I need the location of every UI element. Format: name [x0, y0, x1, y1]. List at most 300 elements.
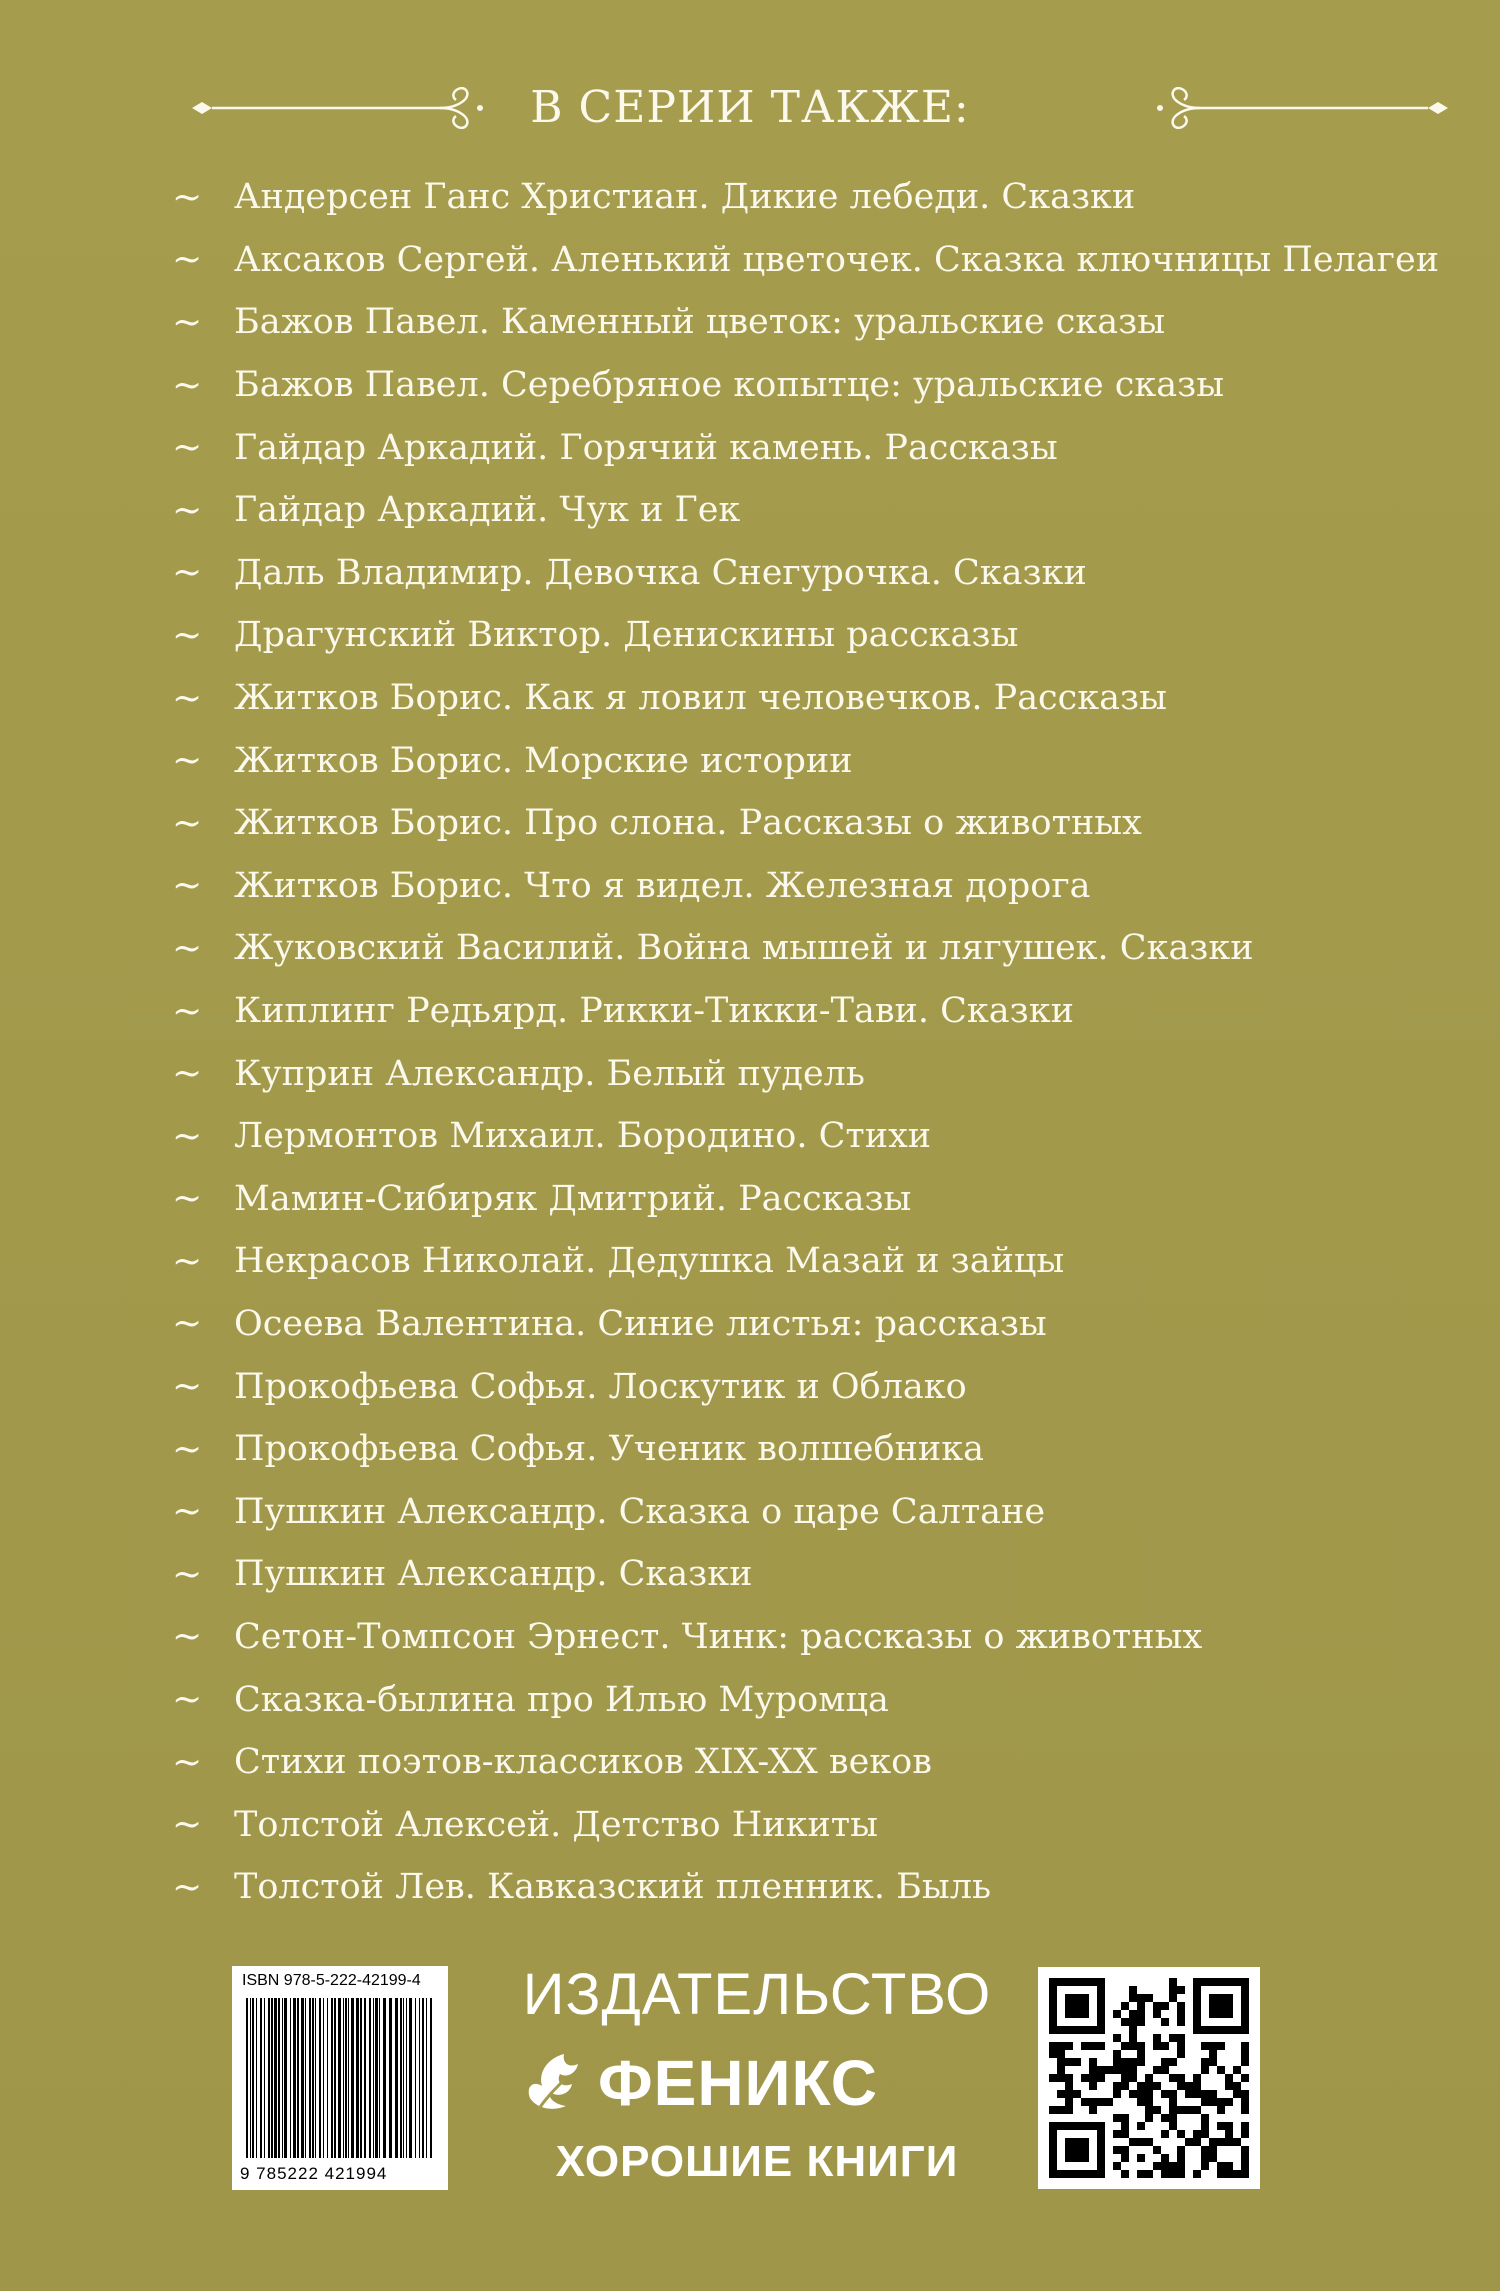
list-marker: ~	[172, 990, 203, 1032]
barcode-bar	[395, 1998, 398, 2158]
qr-module	[1121, 2066, 1129, 2074]
book-list-item	[172, 1856, 1439, 1919]
book-title: Бажов Павел. Серебряное копытце: уральские сказы	[234, 365, 1225, 406]
list-marker: ~	[172, 1616, 203, 1658]
qr-module	[1153, 2042, 1161, 2050]
qr-module	[1201, 2066, 1209, 2074]
qr-module	[1089, 2058, 1097, 2066]
qr-module	[1113, 2066, 1121, 2074]
qr-module	[1217, 2122, 1225, 2130]
qr-module	[1049, 2106, 1057, 2114]
qr-module	[1113, 2130, 1121, 2138]
barcode-bar	[373, 1998, 374, 2158]
book-list-item	[172, 1230, 1439, 1293]
barcode-bar	[293, 1998, 296, 2158]
book-title: Сказка-былина про Илью Муромца	[234, 1679, 889, 1720]
book-title: Пушкин Александр. Сказка о царе Салтане	[234, 1491, 1046, 1532]
qr-module	[1169, 2074, 1177, 2082]
barcode-bar	[351, 1998, 354, 2158]
qr-module	[1145, 2098, 1153, 2106]
qr-module	[1057, 2050, 1065, 2058]
book-list-item	[172, 1668, 1439, 1731]
book-title: Лермонтов Михаил. Бородино. Стихи	[234, 1116, 932, 1157]
qr-module	[1177, 2010, 1185, 2018]
qr-module	[1233, 2138, 1241, 2146]
qr-module	[1169, 2058, 1177, 2066]
barcode-bar	[256, 1998, 257, 2158]
publisher-brand	[512, 2046, 1002, 2120]
qr-module	[1241, 2058, 1249, 2066]
book-title: Даль Владимир. Девочка Снегурочка. Сказки	[234, 552, 1087, 593]
book-title: Киплинг Редьярд. Рикки-Тикки-Тави. Сказки	[234, 991, 1074, 1032]
qr-module	[1137, 2010, 1145, 2018]
barcode-label	[232, 1966, 448, 2190]
list-marker: ~	[172, 489, 203, 531]
book-title: Житков Борис. Как я ловил человечков. Рассказы	[234, 678, 1167, 719]
qr-code	[1038, 1967, 1260, 2189]
list-marker: ~	[172, 301, 203, 343]
barcode-bar	[400, 1998, 402, 2158]
book-title: Житков Борис. Про слона. Рассказы о животных	[234, 803, 1142, 844]
qr-module	[1169, 1986, 1177, 1994]
barcode-bar	[323, 1998, 324, 2158]
book-title: Толстой Лев. Кавказский пленник. Быль	[234, 1867, 992, 1908]
qr-module	[1217, 2066, 1225, 2074]
book-list-item	[172, 166, 1439, 229]
barcode-bar	[426, 1998, 427, 2158]
qr-module	[1105, 2066, 1113, 2074]
qr-module	[1177, 2002, 1185, 2010]
book-list-item	[172, 1606, 1439, 1669]
qr-module	[1121, 2002, 1129, 2010]
qr-module	[1217, 2138, 1225, 2146]
book-list-item	[172, 604, 1439, 667]
qr-module	[1177, 2130, 1185, 2138]
qr-module	[1217, 2162, 1225, 2170]
qr-module	[1129, 2066, 1137, 2074]
qr-module	[1113, 2050, 1121, 2058]
list-marker: ~	[172, 614, 203, 656]
barcode-bar	[297, 1998, 299, 2158]
qr-module	[1153, 2082, 1161, 2090]
qr-module	[1177, 2074, 1185, 2082]
qr-module	[1241, 2106, 1249, 2114]
qr-module	[1201, 2146, 1209, 2154]
qr-module	[1193, 2090, 1201, 2098]
series-title: В СЕРИИ ТАКЖЕ:	[530, 82, 970, 133]
qr-module	[1049, 2074, 1057, 2082]
qr-module	[1161, 2170, 1169, 2178]
book-title: Прокофьева Софья. Лоскутик и Облако	[234, 1366, 967, 1407]
qr-module	[1057, 2058, 1065, 2066]
qr-module	[1113, 2162, 1121, 2170]
qr-module	[1241, 2090, 1249, 2098]
qr-module	[1185, 2106, 1193, 2114]
qr-module	[1137, 2002, 1145, 2010]
qr-module	[1065, 2058, 1073, 2066]
qr-module	[1241, 2074, 1249, 2082]
qr-module	[1241, 2130, 1249, 2138]
qr-module	[1209, 2042, 1217, 2050]
qr-module	[1129, 2058, 1137, 2066]
qr-module	[1137, 2098, 1145, 2106]
qr-module	[1097, 2074, 1105, 2082]
qr-module	[1161, 2066, 1169, 2074]
barcode-bar	[250, 1998, 251, 2158]
barcode-bar	[419, 1998, 420, 2158]
qr-module	[1161, 2090, 1169, 2098]
list-marker: ~	[172, 865, 203, 907]
qr-module	[1137, 2090, 1145, 2098]
qr-module	[1169, 2090, 1177, 2098]
book-title: Осеева Валентина. Синие листья: рассказы	[234, 1303, 1047, 1344]
list-marker: ~	[172, 1741, 203, 1783]
qr-module	[1201, 2042, 1209, 2050]
qr-module	[1137, 2018, 1145, 2026]
barcode-bar	[327, 1998, 328, 2158]
qr-module	[1201, 2098, 1209, 2106]
barcode-bar	[422, 1998, 424, 2158]
book-title: Куприн Александр. Белый пудель	[234, 1053, 865, 1094]
qr-module	[1177, 2146, 1185, 2154]
qr-module	[1185, 2138, 1193, 2146]
qr-module	[1113, 2058, 1121, 2066]
book-title: Прокофьева Софья. Ученик волшебника	[234, 1429, 984, 1470]
qr-module	[1073, 2058, 1081, 2066]
book-title: Некрасов Николай. Дедушка Мазай и зайцы	[234, 1241, 1065, 1282]
qr-module	[1145, 2074, 1153, 2082]
qr-module	[1209, 2154, 1217, 2162]
book-title: Пушкин Александр. Сказки	[234, 1554, 753, 1595]
book-list-item	[172, 917, 1439, 980]
list-marker: ~	[172, 1553, 203, 1595]
book-list-item	[172, 1418, 1439, 1481]
qr-module	[1081, 2042, 1089, 2050]
list-marker: ~	[172, 427, 203, 469]
qr-module	[1153, 2066, 1161, 2074]
book-title: Сетон-Томпсон Эрнест. Чинк: рассказы о животных	[234, 1616, 1203, 1657]
qr-module	[1121, 2074, 1129, 2082]
qr-module	[1161, 2162, 1169, 2170]
qr-finder	[1209, 1994, 1233, 2018]
qr-module	[1225, 2162, 1233, 2170]
list-marker: ~	[172, 927, 203, 969]
qr-module	[1209, 2138, 1217, 2146]
book-title: Житков Борис. Что я видел. Железная дорога	[234, 865, 1091, 906]
qr-module	[1049, 2042, 1057, 2050]
barcode-bar	[331, 1998, 333, 2158]
series-header	[0, 68, 1500, 148]
qr-module	[1177, 2154, 1185, 2162]
qr-module	[1137, 2042, 1145, 2050]
barcode-bar	[403, 1998, 404, 2158]
qr-module	[1105, 2098, 1113, 2106]
qr-module	[1121, 2154, 1129, 2162]
qr-module	[1145, 2090, 1153, 2098]
qr-module	[1121, 2082, 1129, 2090]
qr-module	[1177, 2018, 1185, 2026]
book-list-item	[172, 1168, 1439, 1231]
qr-module	[1137, 2082, 1145, 2090]
book-list-item	[172, 354, 1439, 417]
qr-module	[1177, 2050, 1185, 2058]
barcode-bar	[290, 1998, 291, 2158]
qr-module	[1169, 2122, 1177, 2130]
publisher-label: ИЗДАТЕЛЬСТВО	[522, 1962, 992, 2027]
qr-module	[1065, 2098, 1073, 2106]
book-list-item	[172, 1731, 1439, 1794]
barcode-bar	[252, 1998, 254, 2158]
qr-module	[1129, 1986, 1137, 1994]
qr-module	[1145, 1994, 1153, 2002]
qr-module	[1129, 2034, 1137, 2042]
book-list-item	[172, 1293, 1439, 1356]
qr-module	[1089, 2074, 1097, 2082]
qr-module	[1137, 2050, 1145, 2058]
barcode-bar	[260, 1998, 262, 2158]
qr-module	[1113, 2146, 1121, 2154]
book-title: Жуковский Василий. Война мышей и лягушек. Сказки	[234, 928, 1254, 969]
qr-module	[1121, 2058, 1129, 2066]
qr-module	[1177, 2106, 1185, 2114]
list-marker: ~	[172, 1491, 203, 1533]
barcode-bar	[278, 1998, 280, 2158]
qr-module	[1201, 2162, 1209, 2170]
list-marker: ~	[172, 1866, 203, 1908]
qr-module	[1129, 2138, 1137, 2146]
book-list-item	[172, 291, 1439, 354]
qr-module	[1169, 2098, 1177, 2106]
qr-module	[1169, 1978, 1177, 1986]
list-marker: ~	[172, 1240, 203, 1282]
list-marker: ~	[172, 239, 203, 281]
publisher-name: ФЕНИКС	[598, 2047, 878, 2119]
book-list-item	[172, 855, 1439, 918]
book-list-item	[172, 792, 1439, 855]
qr-module	[1209, 2058, 1217, 2066]
qr-module	[1121, 2114, 1129, 2122]
qr-module	[1057, 2066, 1065, 2074]
qr-module	[1161, 2018, 1169, 2026]
qr-module	[1137, 1994, 1145, 2002]
list-marker: ~	[172, 1679, 203, 1721]
book-title: Мамин-Сибиряк Дмитрий. Рассказы	[234, 1178, 912, 1219]
qr-module	[1113, 2034, 1121, 2042]
qr-module	[1065, 2074, 1073, 2082]
qr-module	[1097, 2066, 1105, 2074]
qr-module	[1153, 2010, 1161, 2018]
book-title: Гайдар Аркадий. Горячий камень. Рассказы	[234, 427, 1058, 468]
barcode-bar	[430, 1998, 432, 2158]
qr-module	[1225, 2082, 1233, 2090]
qr-module	[1169, 2034, 1177, 2042]
qr-module	[1153, 2002, 1161, 2010]
qr-module	[1065, 2106, 1073, 2114]
qr-module	[1241, 2170, 1249, 2178]
book-list-item	[172, 479, 1439, 542]
qr-module	[1201, 2122, 1209, 2130]
barcode-bar	[271, 1998, 273, 2158]
book-list	[172, 166, 1439, 1919]
qr-module	[1145, 2170, 1153, 2178]
barcode-bar	[301, 1998, 304, 2158]
qr-module	[1169, 2114, 1177, 2122]
qr-module	[1137, 2154, 1145, 2162]
book-list-item	[172, 980, 1439, 1043]
qr-module	[1129, 2074, 1137, 2082]
barcode-bar	[360, 1998, 362, 2158]
qr-module	[1241, 2154, 1249, 2162]
book-list-item	[172, 667, 1439, 730]
qr-module	[1241, 2098, 1249, 2106]
list-marker: ~	[172, 176, 203, 218]
qr-module	[1129, 2090, 1137, 2098]
list-marker: ~	[172, 1366, 203, 1408]
qr-module	[1185, 2090, 1193, 2098]
qr-module	[1201, 2130, 1209, 2138]
barcode-bar	[348, 1998, 349, 2158]
book-list-item	[172, 1042, 1439, 1105]
qr-module	[1137, 2122, 1145, 2130]
qr-module	[1177, 2034, 1185, 2042]
qr-module	[1209, 2050, 1217, 2058]
qr-module	[1121, 2042, 1129, 2050]
qr-module	[1129, 1994, 1137, 2002]
barcode-bar	[383, 1998, 386, 2158]
book-title: Толстой Алексей. Детство Никиты	[234, 1804, 879, 1845]
qr-module	[1089, 2098, 1097, 2106]
barcode-bar	[345, 1998, 347, 2158]
qr-module	[1185, 2082, 1193, 2090]
qr-module	[1113, 2010, 1121, 2018]
qr-module	[1121, 2018, 1129, 2026]
barcode-bar	[264, 1998, 265, 2158]
qr-module	[1065, 2042, 1073, 2050]
qr-module	[1089, 2066, 1097, 2074]
qr-module	[1169, 2162, 1177, 2170]
qr-module	[1081, 2098, 1089, 2106]
barcode-bar	[409, 1998, 412, 2158]
barcode-bar	[343, 1998, 344, 2158]
qr-module	[1137, 2170, 1145, 2178]
barcode-bar	[406, 1998, 407, 2158]
barcode-bar	[282, 1998, 283, 2158]
book-list-item	[172, 1355, 1439, 1418]
qr-module	[1177, 2082, 1185, 2090]
qr-module	[1057, 2074, 1065, 2082]
phoenix-feather-icon	[518, 2050, 588, 2116]
list-marker: ~	[172, 802, 203, 844]
qr-module	[1233, 2082, 1241, 2090]
list-marker: ~	[172, 1053, 203, 1095]
list-marker: ~	[172, 1303, 203, 1345]
barcode-bars	[242, 1998, 438, 2164]
qr-module	[1225, 2170, 1233, 2178]
barcode-bar	[312, 1998, 314, 2158]
qr-module	[1169, 1994, 1177, 2002]
qr-module	[1153, 2162, 1161, 2170]
qr-module	[1161, 2058, 1169, 2066]
book-list-item	[172, 1543, 1439, 1606]
qr-module	[1129, 2026, 1137, 2034]
qr-module	[1097, 2042, 1105, 2050]
barcode-bar	[274, 1998, 277, 2158]
publisher-slogan: ХОРОШИЕ КНИГИ	[555, 2137, 959, 2186]
book-list-item	[172, 542, 1439, 605]
qr-module	[1217, 2042, 1225, 2050]
barcode-bar	[319, 1998, 321, 2158]
qr-module	[1129, 2018, 1137, 2026]
qr-module	[1177, 1986, 1185, 1994]
book-title: Аксаков Сергей. Аленький цветочек. Сказка ключницы Пелагеи	[234, 239, 1440, 280]
qr-module	[1177, 2162, 1185, 2170]
qr-module	[1121, 2146, 1129, 2154]
qr-module	[1161, 2154, 1169, 2162]
barcode-bar	[375, 1998, 378, 2158]
qr-module	[1153, 2034, 1161, 2042]
qr-module	[1161, 2130, 1169, 2138]
qr-module	[1217, 2106, 1225, 2114]
list-marker: ~	[172, 1428, 203, 1470]
qr-module	[1089, 2082, 1097, 2090]
qr-module	[1217, 2170, 1225, 2178]
qr-module	[1225, 2122, 1233, 2130]
qr-module	[1065, 2082, 1073, 2090]
qr-module	[1201, 2058, 1209, 2066]
book-title: Андерсен Ганс Христиан. Дикие лебеди. Сказки	[234, 177, 1136, 218]
isbn-text: ISBN 978-5-222-42199-4	[242, 1972, 421, 1989]
book-list-item	[172, 229, 1439, 292]
list-marker: ~	[172, 364, 203, 406]
qr-module	[1049, 2050, 1057, 2058]
qr-module	[1145, 2106, 1153, 2114]
qr-module	[1217, 2098, 1225, 2106]
book-title: Драгунский Виктор. Денискины рассказы	[234, 615, 1019, 656]
qr-module	[1233, 2170, 1241, 2178]
qr-module	[1233, 2066, 1241, 2074]
qr-module	[1081, 2074, 1089, 2082]
qr-module	[1145, 2082, 1153, 2090]
qr-module	[1201, 2114, 1209, 2122]
right-flourish-ornament-icon	[1150, 86, 1450, 130]
qr-module	[1145, 2138, 1153, 2146]
qr-module	[1065, 2090, 1073, 2098]
qr-module	[1121, 2130, 1129, 2138]
book-list-item	[172, 1793, 1439, 1856]
barcode-bar	[415, 1998, 416, 2158]
qr-module	[1201, 2154, 1209, 2162]
book-title: Бажов Павел. Каменный цветок: уральские сказы	[234, 302, 1166, 343]
qr-module	[1113, 2082, 1121, 2090]
qr-module	[1241, 2146, 1249, 2154]
qr-module	[1169, 2106, 1177, 2114]
qr-module	[1169, 2170, 1177, 2178]
list-marker: ~	[172, 1115, 203, 1157]
qr-module	[1193, 2170, 1201, 2178]
qr-module	[1193, 2138, 1201, 2146]
barcode-bar	[356, 1998, 359, 2158]
qr-module	[1225, 2074, 1233, 2082]
barcode-bar	[284, 1998, 287, 2158]
qr-module	[1193, 2130, 1201, 2138]
qr-module	[1097, 2098, 1105, 2106]
book-title: Житков Борис. Морские истории	[234, 740, 853, 781]
qr-module	[1089, 2106, 1097, 2114]
book-title: Гайдар Аркадий. Чук и Гек	[234, 490, 741, 531]
qr-module	[1113, 2114, 1121, 2122]
qr-module	[1241, 2162, 1249, 2170]
list-marker: ~	[172, 677, 203, 719]
